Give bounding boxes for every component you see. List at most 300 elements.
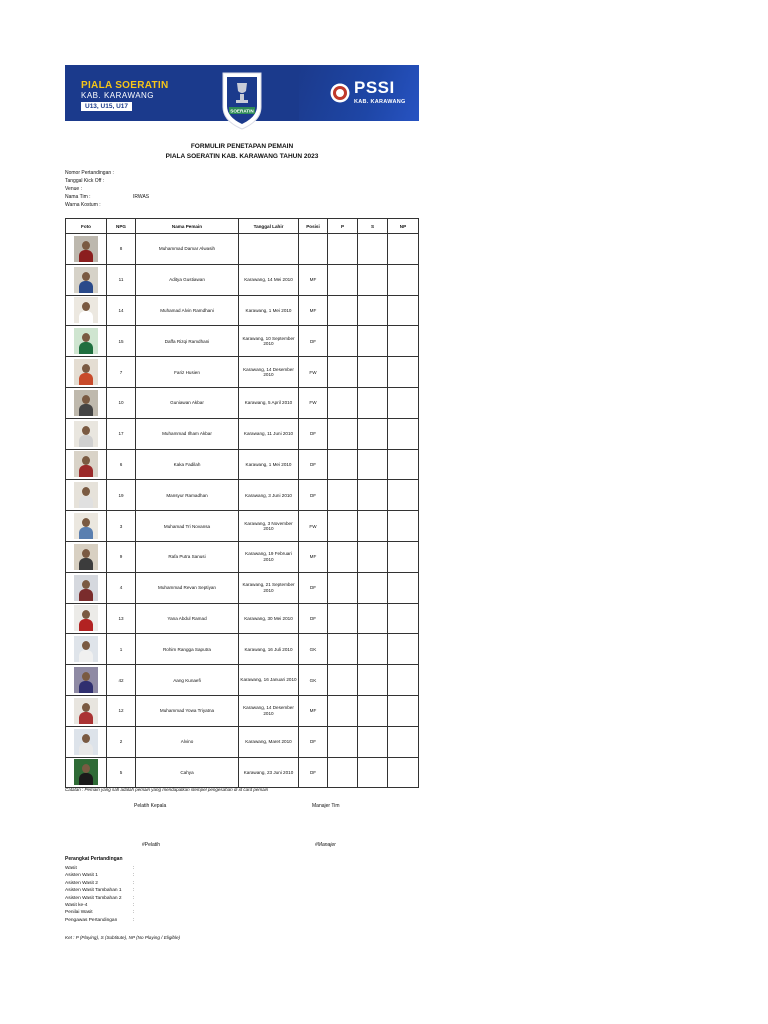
player-position xyxy=(299,480,328,511)
player-playing-cell xyxy=(328,634,358,665)
player-substitute-cell xyxy=(358,418,388,449)
player-photo xyxy=(66,326,107,357)
photo-head xyxy=(82,426,90,435)
table-row xyxy=(66,634,419,665)
photo-head xyxy=(82,549,90,558)
player-photo-image xyxy=(74,359,98,385)
player-photo-image xyxy=(74,513,98,539)
player-birth-date-text: Karawang, 1 Mei 2010 xyxy=(245,307,292,313)
player-position-text: DF xyxy=(309,769,317,775)
player-birth-date xyxy=(239,634,299,665)
player-playing-cell xyxy=(328,541,358,572)
player-photo-image xyxy=(74,297,98,323)
player-position-text: MF xyxy=(309,554,317,560)
photo-shirt xyxy=(79,281,93,293)
player-name-text: Mansyur Ramadhan xyxy=(166,492,208,498)
player-name-text: Aang Kunaefi xyxy=(173,677,201,683)
player-substitute-cell xyxy=(358,357,388,388)
photo-head xyxy=(82,302,90,311)
pssi-logo-icon xyxy=(330,82,350,104)
player-photo-image xyxy=(74,759,98,785)
player-birth-date-text: Karawang, 14 Desember 2010 xyxy=(243,705,294,716)
table-header-row xyxy=(66,219,419,234)
table-row xyxy=(66,665,419,696)
player-birth-date-text: Karawang, 14 Desember 2010 xyxy=(243,366,294,378)
photo-head xyxy=(82,641,90,650)
player-substitute-cell xyxy=(358,234,388,265)
player-photo xyxy=(66,357,107,388)
player-position-text: MF xyxy=(309,277,317,283)
table-row xyxy=(66,695,419,726)
player-npg xyxy=(107,603,136,634)
player-name-text: Rohim Rangga Saputra xyxy=(162,646,211,652)
player-name xyxy=(136,757,239,788)
player-playing-cell xyxy=(328,326,358,357)
player-name-text: Kaka Fadilah xyxy=(173,461,201,467)
player-npg xyxy=(107,480,136,511)
player-npg xyxy=(107,264,136,295)
player-substitute-cell xyxy=(358,695,388,726)
pssi-subtitle: KAB. KARAWANG xyxy=(354,99,406,105)
player-name-text: Muhammad Revan Septiyan xyxy=(158,585,216,591)
player-substitute-cell xyxy=(358,264,388,295)
photo-head xyxy=(82,395,90,404)
player-npg-text: 8 xyxy=(119,246,123,252)
player-npg xyxy=(107,726,136,757)
official-label: Asisten Wasit 1 xyxy=(65,873,98,879)
player-name xyxy=(136,572,239,603)
player-birth-date xyxy=(239,387,299,418)
player-birth-date xyxy=(239,757,299,788)
table-row xyxy=(66,511,419,542)
player-npg xyxy=(107,757,136,788)
official-colon: : xyxy=(133,903,135,908)
player-substitute-cell xyxy=(358,634,388,665)
player-photo xyxy=(66,634,107,665)
player-npg xyxy=(107,449,136,480)
player-photo-image xyxy=(74,575,98,601)
photo-shirt xyxy=(79,311,93,323)
player-name xyxy=(136,264,239,295)
player-birth-date xyxy=(239,449,299,480)
official-colon: : xyxy=(133,888,135,894)
table-row xyxy=(66,757,419,788)
header-substitute: S xyxy=(358,219,388,234)
player-substitute-cell xyxy=(358,572,388,603)
photo-shirt xyxy=(79,373,93,385)
official-label: Pengawas Pertandingan xyxy=(65,917,118,923)
player-position-text: DF xyxy=(309,739,317,745)
player-position xyxy=(299,757,328,788)
player-photo xyxy=(66,264,107,295)
player-position-text: DF xyxy=(309,585,317,591)
photo-head xyxy=(82,764,90,773)
header-birth-date: Tanggal Lahir xyxy=(239,219,299,234)
player-photo-image xyxy=(74,390,98,416)
legend-note: Ket : P (Playing), S (Subtitute), NP (No Playing / Eligible) xyxy=(65,935,181,940)
player-position-text: FW xyxy=(309,369,317,375)
player-name xyxy=(136,295,239,326)
player-name xyxy=(136,511,239,542)
player-playing-cell xyxy=(328,726,358,757)
player-npg-text: 9 xyxy=(119,554,123,560)
player-birth-date xyxy=(239,572,299,603)
player-birth-date-text: Karawang, 23 Juni 2010 xyxy=(243,769,294,775)
player-name-text: Cahya xyxy=(180,769,194,775)
player-substitute-cell xyxy=(358,726,388,757)
player-birth-date xyxy=(239,541,299,572)
photo-head xyxy=(82,333,90,342)
player-npg xyxy=(107,387,136,418)
player-playing-cell xyxy=(328,234,358,265)
player-photo-image xyxy=(74,482,98,508)
header-position: Posisi xyxy=(299,219,328,234)
player-not-playing-cell xyxy=(388,757,419,788)
player-birth-date-text: Karawang, 10 September 2010 xyxy=(242,335,295,347)
form-subtitle: PIALA SOERATIN KAB. KARAWANG TAHUN 2023 xyxy=(165,153,319,160)
official-label: Asisten Wasit 2 xyxy=(65,880,98,886)
player-name-text: Muhammad Damar Alwasih xyxy=(158,246,216,252)
player-position-text: DF xyxy=(309,461,317,467)
player-position-text: DF xyxy=(309,615,317,621)
player-birth-date xyxy=(239,665,299,696)
player-substitute-cell xyxy=(358,665,388,696)
player-birth-date-text: Karawang, 19 Februari 2010 xyxy=(245,551,292,562)
player-name xyxy=(136,541,239,572)
player-not-playing-cell xyxy=(388,387,419,418)
player-position-text: DF xyxy=(309,338,317,344)
player-name-text: Muhamad Alvin Ramdhani xyxy=(160,307,214,313)
player-position xyxy=(299,418,328,449)
player-photo-image xyxy=(74,636,98,662)
photo-head xyxy=(82,456,90,465)
player-substitute-cell xyxy=(358,480,388,511)
player-photo xyxy=(66,726,107,757)
header-player-name: Nama Pemain xyxy=(136,219,239,234)
player-name-text: Muhammad Yowa Triyatna xyxy=(159,708,215,714)
banner-subtitle: KAB. KARAWANG xyxy=(81,91,155,100)
player-position xyxy=(299,726,328,757)
player-position xyxy=(299,572,328,603)
player-photo-image xyxy=(74,267,98,293)
photo-shirt xyxy=(79,773,93,785)
player-npg xyxy=(107,418,136,449)
table-row xyxy=(66,326,419,357)
player-position-text: FW xyxy=(309,523,317,529)
player-npg xyxy=(107,357,136,388)
coach-signature: #Pelatih xyxy=(142,842,161,848)
player-npg-text: 42 xyxy=(118,677,124,683)
player-not-playing-cell xyxy=(388,418,419,449)
player-npg xyxy=(107,695,136,726)
player-name-text: Daffa Rizqi Ramdhani xyxy=(164,338,210,344)
player-playing-cell xyxy=(328,757,358,788)
player-photo xyxy=(66,480,107,511)
photo-head xyxy=(82,364,90,373)
player-name xyxy=(136,480,239,511)
player-position xyxy=(299,603,328,634)
player-birth-date-text: Karawang, 1 Mei 2010 xyxy=(245,461,292,467)
player-npg-text: 6 xyxy=(119,461,123,467)
player-position-text: MF xyxy=(309,307,317,313)
photo-shirt xyxy=(79,619,93,631)
player-name-text: Fariz Husien xyxy=(174,369,200,375)
player-npg-text: 5 xyxy=(119,769,123,775)
manager-label: Manajer Tim xyxy=(312,803,340,809)
player-photo-image xyxy=(74,698,98,724)
player-birth-date xyxy=(239,695,299,726)
player-not-playing-cell xyxy=(388,511,419,542)
player-npg xyxy=(107,511,136,542)
player-position xyxy=(299,357,328,388)
table-row xyxy=(66,572,419,603)
player-playing-cell xyxy=(328,264,358,295)
photo-head xyxy=(82,272,90,281)
player-npg-text: 4 xyxy=(119,585,123,591)
player-playing-cell xyxy=(328,480,358,511)
player-playing-cell xyxy=(328,511,358,542)
player-not-playing-cell xyxy=(388,634,419,665)
header-not-playing: NP xyxy=(388,219,419,234)
table-row xyxy=(66,603,419,634)
player-birth-date xyxy=(239,295,299,326)
photo-shirt xyxy=(79,465,93,477)
player-photo-image xyxy=(74,451,98,477)
player-photo-image xyxy=(74,544,98,570)
player-photo xyxy=(66,665,107,696)
player-birth-date-text: Karawang, 16 Januari 2010 xyxy=(240,677,297,683)
player-not-playing-cell xyxy=(388,295,419,326)
official-colon: : xyxy=(133,873,135,879)
player-birth-date-text: Karawang, 14 Mei 2010 xyxy=(244,276,293,282)
player-name-text: Guniawan Akbar xyxy=(170,400,204,406)
table-row xyxy=(66,418,419,449)
player-not-playing-cell xyxy=(388,480,419,511)
banner-title: PIALA SOERATIN xyxy=(81,80,169,91)
info-venue: Venue : xyxy=(65,186,82,192)
player-position xyxy=(299,234,328,265)
photo-head xyxy=(82,518,90,527)
official-colon: : xyxy=(133,910,135,916)
photo-head xyxy=(82,580,90,589)
player-npg-text: 7 xyxy=(119,369,123,375)
photo-head xyxy=(82,672,90,681)
table-row xyxy=(66,264,419,295)
photo-shirt xyxy=(79,404,93,416)
player-name xyxy=(136,449,239,480)
photo-shirt xyxy=(79,712,93,724)
player-birth-date-text: Karawang, 16 Juli 2010 xyxy=(244,646,293,652)
info-match-number: Nomor Pertandingan : xyxy=(65,170,114,176)
player-position xyxy=(299,541,328,572)
player-npg-text: 12 xyxy=(118,708,124,714)
player-name xyxy=(136,603,239,634)
player-npg-text: 15 xyxy=(118,338,124,344)
player-photo xyxy=(66,418,107,449)
player-birth-date xyxy=(239,234,299,265)
player-not-playing-cell xyxy=(388,603,419,634)
player-npg-text: 1 xyxy=(119,646,123,652)
player-name xyxy=(136,726,239,757)
player-not-playing-cell xyxy=(388,449,419,480)
player-position xyxy=(299,264,328,295)
roster-note: Catatan : Pemain yang sah adalah pemain yang mendapatkan stempel pengesahan di id card pemain xyxy=(65,787,269,792)
info-team-value: IRWAS xyxy=(133,194,150,200)
player-name-text: Muhamad Tri Novansa xyxy=(163,523,211,529)
photo-shirt xyxy=(79,558,93,570)
player-birth-date-text: Karawang, 21 September 2010 xyxy=(242,582,295,593)
table-row xyxy=(66,234,419,265)
player-npg-text: 3 xyxy=(119,523,123,529)
player-name xyxy=(136,234,239,265)
player-position-text: GK xyxy=(309,677,317,683)
player-npg xyxy=(107,572,136,603)
player-position-text: GK xyxy=(309,646,317,652)
player-position xyxy=(299,295,328,326)
player-not-playing-cell xyxy=(388,326,419,357)
player-birth-date-text: Karawang, Maret 2010 xyxy=(245,738,292,744)
player-playing-cell xyxy=(328,449,358,480)
player-name-text: Yana Abdul Ramad xyxy=(167,615,207,621)
player-playing-cell xyxy=(328,665,358,696)
player-position xyxy=(299,511,328,542)
info-kickoff: Tanggal Kick Off : xyxy=(65,178,105,184)
banner-age-groups: U13, U15, U17 xyxy=(81,102,132,111)
player-photo xyxy=(66,234,107,265)
photo-head xyxy=(82,241,90,250)
player-npg xyxy=(107,234,136,265)
player-npg-text: 14 xyxy=(118,307,124,313)
table-row xyxy=(66,449,419,480)
player-position xyxy=(299,695,328,726)
roster-table xyxy=(65,218,419,788)
photo-shirt xyxy=(79,527,93,539)
player-photo-image xyxy=(74,605,98,631)
player-photo xyxy=(66,387,107,418)
player-npg xyxy=(107,295,136,326)
player-position-text: FW xyxy=(309,400,317,406)
player-substitute-cell xyxy=(358,511,388,542)
player-substitute-cell xyxy=(358,757,388,788)
player-playing-cell xyxy=(328,387,358,418)
info-kit-color: Warna Kostum : xyxy=(65,202,101,208)
player-playing-cell xyxy=(328,357,358,388)
player-substitute-cell xyxy=(358,295,388,326)
player-position xyxy=(299,387,328,418)
player-name xyxy=(136,695,239,726)
player-photo xyxy=(66,572,107,603)
table-row xyxy=(66,541,419,572)
player-birth-date xyxy=(239,326,299,357)
player-position-text: DF xyxy=(309,492,317,498)
manager-signature: #Manajer xyxy=(315,842,336,848)
player-birth-date-text: Karawang, 3 Juni 2010 xyxy=(245,492,292,498)
player-playing-cell xyxy=(328,603,358,634)
player-photo-image xyxy=(74,667,98,693)
header-npg: NPG xyxy=(107,219,136,234)
player-position xyxy=(299,326,328,357)
player-npg xyxy=(107,326,136,357)
player-birth-date-text: Karawang, 5 April 2010 xyxy=(244,400,293,406)
officials-title: Perangkat Pertandingan xyxy=(65,856,123,862)
player-birth-date-text: Karawang, 30 Mei 2010 xyxy=(244,615,293,621)
player-npg-text: 19 xyxy=(118,492,124,498)
player-npg xyxy=(107,634,136,665)
player-not-playing-cell xyxy=(388,264,419,295)
player-photo xyxy=(66,541,107,572)
player-npg-text: 2 xyxy=(119,739,123,745)
photo-head xyxy=(82,734,90,743)
player-birth-date xyxy=(239,264,299,295)
player-birth-date-text: Karawang, 3 November 2010 xyxy=(244,520,293,532)
player-photo xyxy=(66,603,107,634)
player-position-text: MF xyxy=(309,708,317,714)
header-photo: Foto xyxy=(66,219,107,234)
player-npg-text: 11 xyxy=(118,277,124,283)
player-photo xyxy=(66,449,107,480)
header-playing: P xyxy=(328,219,358,234)
player-photo xyxy=(66,295,107,326)
player-not-playing-cell xyxy=(388,665,419,696)
emblem-text: SOERATIN xyxy=(230,108,254,114)
player-name xyxy=(136,387,239,418)
player-name-text: Alvino xyxy=(180,739,194,745)
photo-shirt xyxy=(79,496,93,508)
table-row xyxy=(66,295,419,326)
player-photo-image xyxy=(74,421,98,447)
player-name xyxy=(136,357,239,388)
official-label: Wasit ke-4 xyxy=(65,903,88,908)
player-playing-cell xyxy=(328,418,358,449)
player-name xyxy=(136,634,239,665)
official-colon: : xyxy=(133,866,135,871)
form-title: FORMULIR PENETAPAN PEMAIN xyxy=(190,143,294,150)
player-not-playing-cell xyxy=(388,572,419,603)
player-not-playing-cell xyxy=(388,357,419,388)
table-row xyxy=(66,387,419,418)
table-row xyxy=(66,726,419,757)
official-label: Asisten Wasit Tambahan 1 xyxy=(65,888,122,894)
player-birth-date xyxy=(239,603,299,634)
player-photo-image xyxy=(74,236,98,262)
player-substitute-cell xyxy=(358,541,388,572)
player-name xyxy=(136,418,239,449)
pssi-wordmark: PSSI xyxy=(354,78,395,97)
photo-shirt xyxy=(79,250,93,262)
player-photo xyxy=(66,695,107,726)
player-substitute-cell xyxy=(358,326,388,357)
player-name-text: Rafa Putra Sanusi xyxy=(168,554,206,560)
player-playing-cell xyxy=(328,572,358,603)
player-not-playing-cell xyxy=(388,695,419,726)
player-birth-date xyxy=(239,480,299,511)
table-row xyxy=(66,357,419,388)
photo-shirt xyxy=(79,743,93,755)
player-not-playing-cell xyxy=(388,726,419,757)
player-not-playing-cell xyxy=(388,541,419,572)
official-colon: : xyxy=(133,895,135,901)
player-substitute-cell xyxy=(358,387,388,418)
player-npg-text: 17 xyxy=(118,431,124,437)
player-npg-text: 13 xyxy=(118,615,124,621)
player-photo xyxy=(66,757,107,788)
photo-shirt xyxy=(79,342,93,354)
player-photo-image xyxy=(74,328,98,354)
player-not-playing-cell xyxy=(388,234,419,265)
official-label: Penilai Wasit xyxy=(65,910,93,916)
player-name xyxy=(136,665,239,696)
photo-head xyxy=(82,703,90,712)
